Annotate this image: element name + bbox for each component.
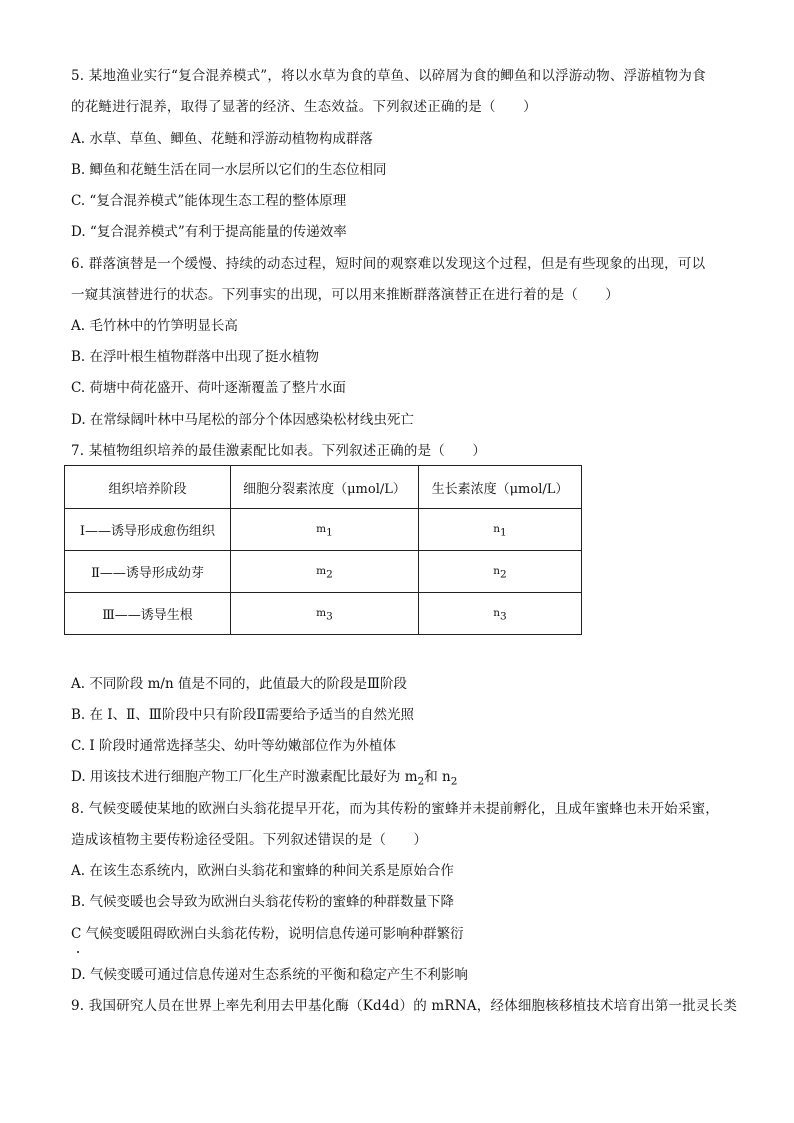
hormone-ratio-table [64, 465, 582, 635]
q7-option-d [71, 767, 457, 792]
q9-stem-line1: 9. 我国研究人员在世界上率先利用去甲基化酶（Kd4d）的 mRNA，经体细胞核移植技术培育出第一批灵长类 [71, 998, 738, 1014]
cyto-sub: 1 [326, 526, 333, 539]
q7-option-d-text: D. 用该技术进行细胞产物工厂化生产时激素配比最好为 m [71, 769, 418, 785]
q7-option-a: A. 不同阶段 m/n 值是不同的，此值最大的阶段是Ⅲ阶段 [71, 676, 407, 692]
q6-option-b: B. 在浮叶根生植物群落中出现了挺水植物 [71, 349, 320, 365]
stage-cell: Ⅱ——诱导形成幼芽 [65, 551, 231, 593]
q6-option-d: D. 在常绿阔叶林中马尾松的部分个体因感染松材线虫死亡 [71, 412, 414, 428]
table-row [65, 593, 582, 635]
cyto-base: m [316, 606, 327, 619]
auxin-sub: 3 [500, 610, 507, 623]
q6-stem-line2: 一窥其演替进行的状态。下列事实的出现，可以用来推断群落演替正在进行着的是（ ） [71, 287, 619, 303]
q8-option-b: B. 气候变暖也会导致为欧洲白头翁花传粉的蜜蜂的种群数量下降 [71, 894, 455, 910]
cyto-sub: 3 [326, 610, 333, 623]
cyto-base: m [316, 564, 327, 577]
q5-option-b: B. 鲫鱼和花鲢生活在同一水层所以它们的生态位相同 [71, 162, 387, 178]
q7-option-d-sub2: 2 [450, 775, 458, 788]
stray-dot [77, 951, 79, 953]
table-row [65, 551, 582, 593]
table-row [65, 509, 582, 551]
header-auxin: 生长素浓度（μmol/L） [419, 466, 582, 509]
auxin-base: n [493, 606, 501, 619]
table-header-row [65, 466, 582, 509]
cytokinin-cell [231, 551, 419, 593]
q6-option-c: C. 荷塘中荷花盛开、荷叶逐渐覆盖了整片水面 [71, 380, 346, 396]
auxin-base: n [493, 564, 501, 577]
cyto-base: m [316, 522, 327, 535]
q7-option-c: C. I 阶段时通常选择茎尖、幼叶等幼嫩部位作为外植体 [71, 738, 397, 754]
cyto-sub: 2 [326, 568, 333, 581]
cytokinin-cell [231, 593, 419, 635]
q8-option-a: A. 在该生态系统内，欧洲白头翁花和蜜蜂的种间关系是原始合作 [71, 863, 454, 879]
q6-option-a: A. 毛竹林中的竹笋明显长高 [71, 318, 238, 334]
q5-stem-line1: 5. 某地渔业实行“复合混养模式”，将以水草为食的草鱼、以碎屑为食的鲫鱼和以浮游动物、浮游植物为食 [71, 68, 706, 84]
stage-cell: I——诱导形成愈伤组织 [65, 509, 231, 551]
q5-option-d: D. “复合混养模式”有利于提高能量的传递效率 [71, 224, 347, 240]
header-cytokinin: 细胞分裂素浓度（μmol/L） [231, 466, 419, 509]
stage-cell: Ⅲ——诱导生根 [65, 593, 231, 635]
auxin-base: n [493, 522, 501, 535]
q5-option-a: A. 水草、草鱼、鲫鱼、花鲢和浮游动植物构成群落 [71, 131, 373, 147]
q6-stem-line1: 6. 群落演替是一个缓慢、持续的动态过程，短时间的观察难以发现这个过程，但是有些现象的出现，可以 [71, 256, 706, 272]
q5-stem-line2: 的花鲢进行混养，取得了显著的经济、生态效益。下列叙述正确的是（ ） [71, 99, 537, 115]
q8-stem-line1: 8. 气候变暖使某地的欧洲白头翁花提早开花，而为其传粉的蜜蜂并未提前孵化，且成年蜜蜂也未开始采蜜， [71, 801, 719, 817]
q8-option-c: C 气候变暖阻碍欧洲白头翁花传粉，说明信息传递可影响种群繁衍 [71, 926, 464, 942]
auxin-sub: 1 [500, 526, 507, 539]
q7-option-d-mid: 和 n [424, 769, 451, 785]
cytokinin-cell [231, 509, 419, 551]
q8-option-d: D. 气候变暖可通过信息传递对生态系统的平衡和稳定产生不利影响 [71, 967, 468, 983]
auxin-cell [419, 593, 582, 635]
auxin-cell [419, 509, 582, 551]
q7-option-d-sub1: 2 [417, 775, 425, 788]
q8-stem-line2: 造成该植物主要传粉途径受阻。下列叙述错误的是（ ） [71, 832, 428, 848]
auxin-sub: 2 [500, 568, 507, 581]
header-stage: 组织培养阶段 [65, 466, 231, 509]
q7-stem: 7. 某植物组织培养的最佳激素配比如表。下列叙述正确的是（ ） [71, 443, 487, 459]
q5-option-c: C. “复合混养模式”能体现生态工程的整体原理 [71, 193, 347, 209]
q7-option-b: B. 在 I、Ⅱ、Ⅲ阶段中只有阶段Ⅱ需要给予适当的自然光照 [71, 707, 414, 723]
auxin-cell [419, 551, 582, 593]
